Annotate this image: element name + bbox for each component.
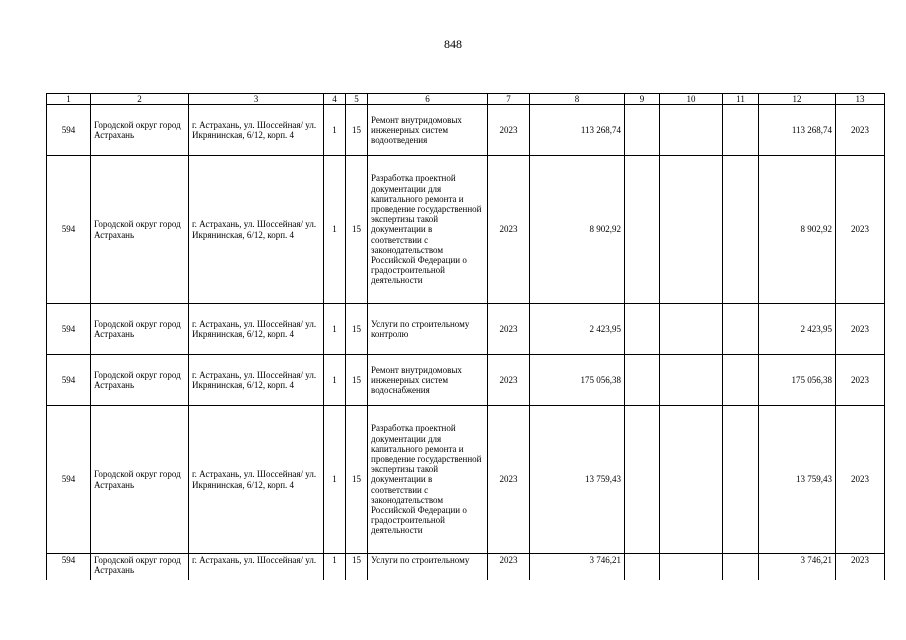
cell-cost-total: 8 902,92 <box>759 156 836 304</box>
cell-cost-total: 175 056,38 <box>759 355 836 406</box>
table-row <box>47 406 885 554</box>
cell-address: г. Астрахань, ул. Шоссейная/ ул. <box>189 554 324 581</box>
cell-col4: 1 <box>324 554 346 581</box>
cell-col11 <box>723 105 759 156</box>
cell-work-type: Услуги по строительному контролю <box>368 304 488 355</box>
cell-col9 <box>625 105 660 156</box>
cell-municipality: Городской округ город Астрахань <box>91 554 189 581</box>
cell-col10 <box>660 554 723 581</box>
cell-year: 2023 <box>488 355 530 406</box>
header-cell: 11 <box>723 94 759 105</box>
cell-municipality: Городской округ город Астрахань <box>91 406 189 554</box>
cell-year-end: 2023 <box>836 304 885 355</box>
cell-address: г. Астрахань, ул. Шоссейная/ ул. Икрянинская, 6/12, корп. 4 <box>189 156 324 304</box>
table-row <box>47 156 885 304</box>
cell-col5: 15 <box>346 406 368 554</box>
header-cell: 12 <box>759 94 836 105</box>
cell-col4: 1 <box>324 355 346 406</box>
cell-municipality: Городской округ город Астрахань <box>91 105 189 156</box>
cell-year: 2023 <box>488 554 530 581</box>
header-cell: 3 <box>189 94 324 105</box>
cell-year-end: 2023 <box>836 406 885 554</box>
cell-cost: 113 268,74 <box>530 105 625 156</box>
cell-address: г. Астрахань, ул. Шоссейная/ ул. Икрянинская, 6/12, корп. 4 <box>189 406 324 554</box>
header-cell: 4 <box>324 94 346 105</box>
header-cell: 13 <box>836 94 885 105</box>
cell-col11 <box>723 554 759 581</box>
cell-municipality: Городской округ город Астрахань <box>91 156 189 304</box>
cell-year-end: 2023 <box>836 156 885 304</box>
cell-col5: 15 <box>346 554 368 581</box>
cell-col9 <box>625 554 660 581</box>
cell-year-end: 2023 <box>836 105 885 156</box>
cell-col9 <box>625 355 660 406</box>
cell-col11 <box>723 304 759 355</box>
cell-year: 2023 <box>488 156 530 304</box>
cell-col10 <box>660 156 723 304</box>
cell-col5: 15 <box>346 105 368 156</box>
cell-cost: 175 056,38 <box>530 355 625 406</box>
header-cell: 7 <box>488 94 530 105</box>
header-cell: 9 <box>625 94 660 105</box>
cell-year: 2023 <box>488 304 530 355</box>
cell-cost-total: 2 423,95 <box>759 304 836 355</box>
cell-cost-total: 113 268,74 <box>759 105 836 156</box>
header-row <box>47 94 885 105</box>
cell-year-end: 2023 <box>836 355 885 406</box>
cell-work-type: Услуги по строительному <box>368 554 488 581</box>
cell-address: г. Астрахань, ул. Шоссейная/ ул. Икрянинская, 6/12, корп. 4 <box>189 105 324 156</box>
cell-col11 <box>723 355 759 406</box>
header-cell: 10 <box>660 94 723 105</box>
cell-number: 594 <box>47 156 91 304</box>
page-number: 848 <box>444 37 462 51</box>
cell-number: 594 <box>47 554 91 581</box>
header-cell: 6 <box>368 94 488 105</box>
table-row <box>47 304 885 355</box>
cell-work-type: Разработка проектной документации для капитального ремонта и проведение государственной экспертизы такой документации в соответствии с законодательством Российской Федерации о градостроительной деятельности <box>368 156 488 304</box>
cell-year-end: 2023 <box>836 554 885 581</box>
cell-col4: 1 <box>324 406 346 554</box>
cell-col5: 15 <box>346 156 368 304</box>
cell-col10 <box>660 355 723 406</box>
cell-number: 594 <box>47 105 91 156</box>
cell-col10 <box>660 406 723 554</box>
cell-col4: 1 <box>324 304 346 355</box>
cell-col10 <box>660 304 723 355</box>
cell-work-type: Разработка проектной документации для капитального ремонта и проведение государственной экспертизы такой документации в соответствии с законодательством Российской Федерации о градостроительной деятельности <box>368 406 488 554</box>
table-row <box>47 554 885 581</box>
cell-cost: 13 759,43 <box>530 406 625 554</box>
cell-col9 <box>625 304 660 355</box>
cell-municipality: Городской округ город Астрахань <box>91 355 189 406</box>
cell-work-type: Ремонт внутридомовых инженерных систем водоотведения <box>368 105 488 156</box>
cell-municipality: Городской округ город Астрахань <box>91 304 189 355</box>
cell-col9 <box>625 406 660 554</box>
cell-cost-total: 13 759,43 <box>759 406 836 554</box>
header-cell: 5 <box>346 94 368 105</box>
cell-year: 2023 <box>488 105 530 156</box>
cell-col11 <box>723 156 759 304</box>
cell-cost: 3 746,21 <box>530 554 625 581</box>
cell-year: 2023 <box>488 406 530 554</box>
cell-col4: 1 <box>324 105 346 156</box>
header-cell: 8 <box>530 94 625 105</box>
header-cell: 2 <box>91 94 189 105</box>
table-row <box>47 105 885 156</box>
cell-cost: 2 423,95 <box>530 304 625 355</box>
cell-number: 594 <box>47 355 91 406</box>
table-container <box>46 93 886 580</box>
cell-col9 <box>625 156 660 304</box>
cell-work-type: Ремонт внутридомовых инженерных систем водоснабжения <box>368 355 488 406</box>
cell-cost-total: 3 746,21 <box>759 554 836 581</box>
header-cell: 1 <box>47 94 91 105</box>
cell-col11 <box>723 406 759 554</box>
cell-number: 594 <box>47 406 91 554</box>
cell-col5: 15 <box>346 304 368 355</box>
cell-address: г. Астрахань, ул. Шоссейная/ ул. Икрянинская, 6/12, корп. 4 <box>189 304 324 355</box>
cell-col5: 15 <box>346 355 368 406</box>
cell-col4: 1 <box>324 156 346 304</box>
cell-number: 594 <box>47 304 91 355</box>
table-row <box>47 355 885 406</box>
cell-col10 <box>660 105 723 156</box>
cell-address: г. Астрахань, ул. Шоссейная/ ул. Икрянинская, 6/12, корп. 4 <box>189 355 324 406</box>
cell-cost: 8 902,92 <box>530 156 625 304</box>
repair-plan-table <box>46 93 885 580</box>
